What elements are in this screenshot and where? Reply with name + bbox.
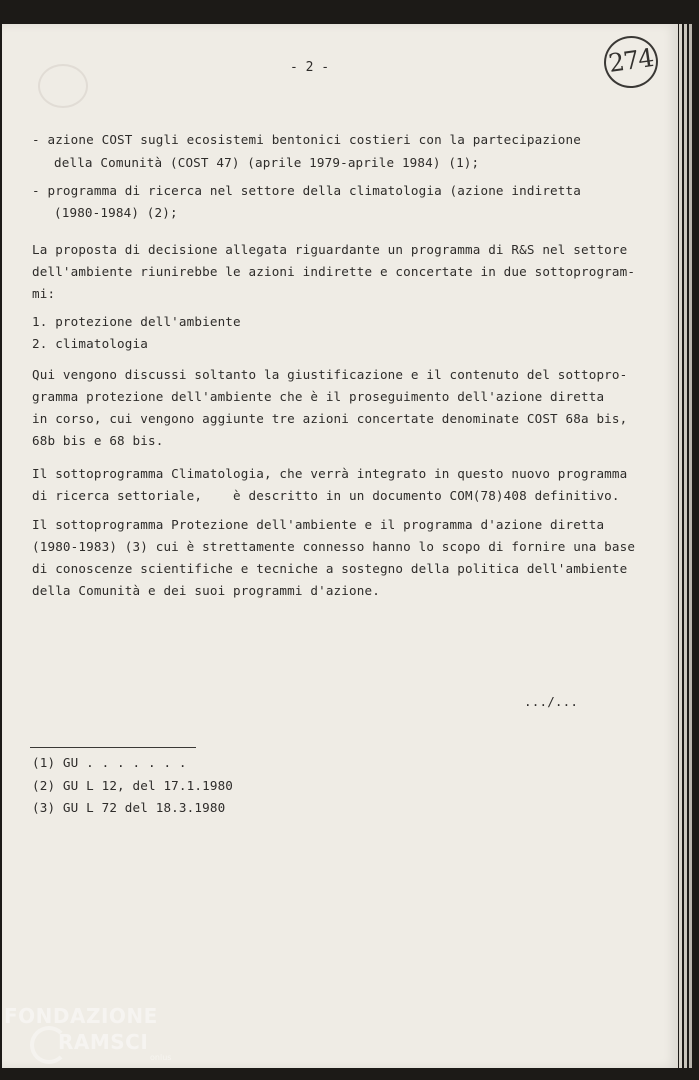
paragraph-1-line-2: dell'ambiente riunirebbe le azioni indirette e concertate in due sottoprogram- <box>32 264 636 279</box>
subprogram-2: 2. climatologia <box>32 336 148 351</box>
bleed-through-mark <box>38 64 88 108</box>
page-edge <box>684 24 687 1068</box>
footnote-1: (1) GU . . . . . . . <box>32 755 187 770</box>
archive-stamp: 274 <box>601 32 662 91</box>
bullet-1-line-1: - azione COST sugli ecosistemi bentonici costieri con la partecipazione <box>32 132 581 147</box>
paragraph-1-line-1: La proposta di decisione allegata riguardante un programma di R&S nel settore <box>32 242 628 257</box>
paragraph-2-line-3: in corso, cui vengono aggiunte tre azioni concertate denominate COST 68a bis, <box>32 411 628 426</box>
paragraph-2-line-2: gramma protezione dell'ambiente che è il proseguimento dell'azione diretta <box>32 389 605 404</box>
paragraph-4-line-1: Il sottoprogramma Protezione dell'ambiente e il programma d'azione diretta <box>32 517 605 532</box>
paragraph-4-line-4: della Comunità e dei suoi programmi d'azione. <box>32 583 380 598</box>
bullet-2-line-2: (1980-1984) (2); <box>54 205 178 220</box>
continuation-mark: .../... <box>524 694 579 709</box>
footnote-3: (3) GU L 72 del 18.3.1980 <box>32 800 226 815</box>
page-number: - 2 - <box>290 60 330 75</box>
watermark-foundation: FONDAZIONE <box>4 1004 158 1028</box>
bullet-2-line-1: - programma di ricerca nel settore della climatologia (azione indiretta <box>32 183 581 198</box>
paragraph-2-line-1: Qui vengono discussi soltanto la giustificazione e il contenuto del sottopro- <box>32 367 628 382</box>
watermark-gramsci: RAMSCI <box>58 1030 149 1054</box>
paragraph-3-line-1: Il sottoprogramma Climatologia, che verrà integrato in questo nuovo programma <box>32 466 628 481</box>
paragraph-4-line-2: (1980-1983) (3) cui è strettamente connesso hanno lo scopo di fornire una base <box>32 539 636 554</box>
subprogram-1: 1. protezione dell'ambiente <box>32 314 241 329</box>
paragraph-4-line-3: di conoscenze scientifiche e tecniche a sostegno della politica dell'ambiente <box>32 561 628 576</box>
watermark-onlus: onlus <box>150 1053 172 1062</box>
paragraph-1-line-3: mi: <box>32 286 56 301</box>
page-edge <box>689 24 692 1068</box>
footnote-rule <box>30 747 196 748</box>
footnote-2: (2) GU L 12, del 17.1.1980 <box>32 778 234 793</box>
paragraph-3-line-2: di ricerca settoriale, è descritto in un documento COM(78)408 definitivo. <box>32 488 620 503</box>
page-edge <box>679 24 682 1068</box>
bullet-1-line-2: della Comunità (COST 47) (aprile 1979-aprile 1984) (1); <box>54 155 480 170</box>
paragraph-2-line-4: 68b bis e 68 bis. <box>32 433 164 448</box>
